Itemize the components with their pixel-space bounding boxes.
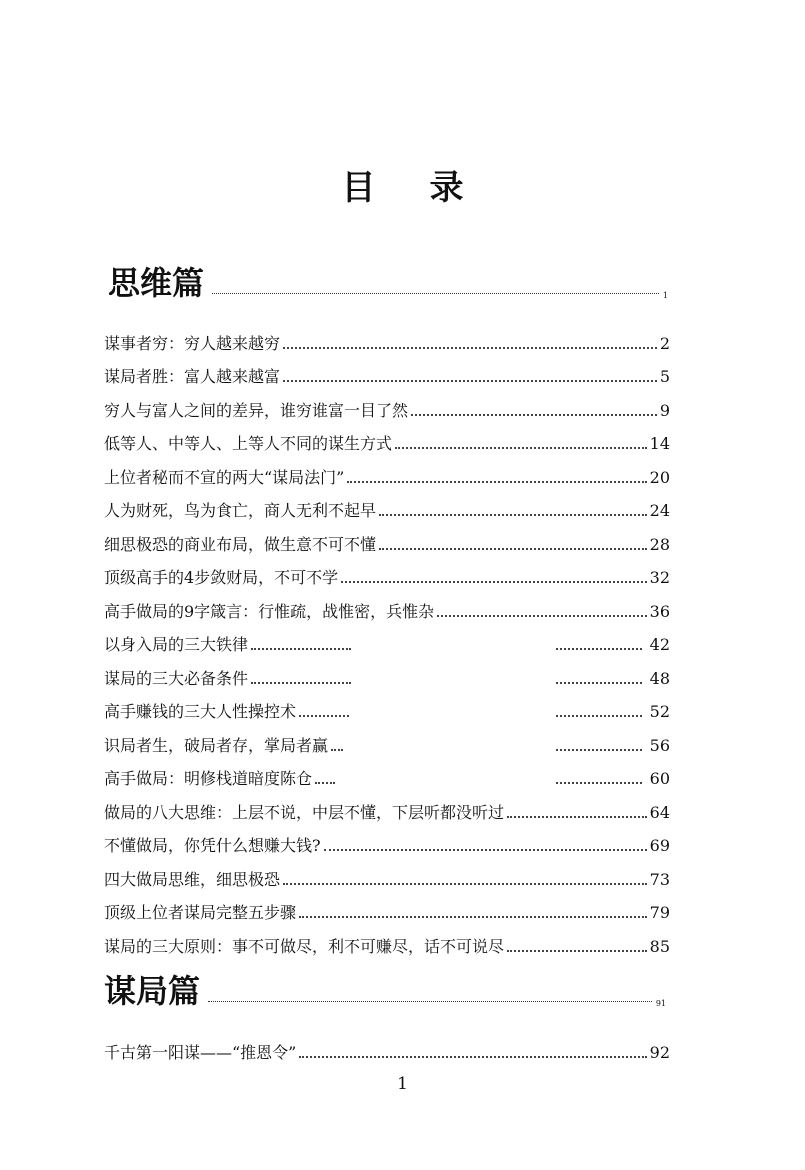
section-heading-thinking[interactable]: [108, 263, 668, 303]
toc-entry-label: 谋事者穷：穷人越来越穷: [104, 333, 281, 353]
toc-entry-label: 上位者秘而不宣的两大“谋局法门”: [104, 467, 345, 487]
dot-leader: [299, 715, 349, 717]
toc-entry-page: 2: [659, 333, 670, 353]
dot-leader: [283, 347, 657, 349]
section-page-number: 1: [662, 291, 668, 300]
toc-entry[interactable]: [104, 623, 670, 657]
toc-entry-label: 千古第一阳谋——“推恩令”: [104, 1042, 297, 1062]
dot-leader: [507, 950, 647, 952]
dot-leader: [556, 749, 642, 751]
dot-leader: [556, 648, 642, 650]
dot-leader: [379, 514, 647, 516]
toc-entry-label: 高手赚钱的三大人性操控术: [104, 702, 297, 721]
toc-entry-page: 48: [649, 668, 670, 688]
toc-entry[interactable]: [104, 857, 670, 891]
toc-entry-label: 低等人、中等人、上等人不同的谋生方式: [104, 434, 393, 453]
dot-leader: [556, 682, 642, 684]
toc-entry-label: 谋局者胜：富人越来越富: [104, 367, 281, 386]
dot-leader: [208, 1000, 652, 1002]
dot-leader: [299, 916, 647, 918]
dot-leader: [556, 782, 642, 784]
toc-entry-label: 细思极恐的商业布局，做生意不可不懂: [104, 534, 377, 554]
toc-entry-page: 36: [649, 601, 670, 621]
title-char-2: 录: [429, 168, 464, 208]
toc-entry-label: 穷人与富人之间的差异，谁穷谁富一目了然: [104, 400, 409, 420]
dot-leader: [556, 715, 642, 717]
toc-entry-page: 92: [649, 1042, 670, 1062]
toc-entry[interactable]: [104, 355, 670, 389]
toc-entry[interactable]: [104, 321, 670, 355]
toc-entry[interactable]: [104, 656, 670, 690]
page-title: [0, 168, 805, 208]
toc-entry-page: 73: [649, 869, 670, 889]
toc-entry[interactable]: [104, 422, 670, 456]
toc-entry-page: 9: [659, 400, 670, 420]
toc-entry[interactable]: [104, 924, 670, 958]
toc-entry-page: 60: [649, 769, 670, 788]
toc-entry[interactable]: [104, 891, 670, 925]
toc-entry-page: 79: [649, 903, 670, 922]
toc-entry-page: 52: [649, 702, 670, 721]
toc-entry-page: 85: [649, 936, 670, 956]
toc-entry-label: 高手做局：明修栈道暗度陈仓: [104, 769, 313, 788]
dot-leader: [411, 414, 657, 416]
toc-entry-label: 四大做局思维，细思极恐: [104, 869, 281, 889]
dot-leader: [347, 481, 646, 483]
toc-entry-label: 谋局的三大必备条件: [104, 668, 249, 688]
dot-leader: [212, 292, 659, 294]
dot-leader: [251, 648, 351, 650]
section-title: 思维篇: [108, 264, 205, 302]
toc-entry[interactable]: [104, 455, 670, 489]
toc-entry-page: 42: [649, 635, 670, 654]
toc-entry-label: 谋局的三大原则：事不可做尽，利不可赚尽，话不可说尽: [104, 936, 505, 956]
toc-entry[interactable]: [104, 824, 670, 858]
toc-entry[interactable]: [104, 1030, 670, 1064]
toc-entry-page: 69: [649, 836, 670, 855]
dot-leader: [299, 1056, 646, 1058]
toc-entry[interactable]: [104, 757, 670, 791]
dot-leader: [395, 447, 647, 449]
toc-entry-page: 20: [649, 467, 670, 487]
toc-entry[interactable]: [104, 388, 670, 422]
dot-leader: [379, 548, 647, 550]
toc-entry-page: 56: [649, 735, 670, 755]
toc-entry-label: 不懂做局，你凭什么想赚大钱?: [104, 836, 321, 855]
toc-entry-page: 32: [649, 568, 670, 587]
page-number: 1: [397, 1074, 408, 1094]
section-page-number: 91: [655, 999, 666, 1008]
toc-entry-page: 24: [649, 501, 670, 520]
dot-leader: [324, 849, 647, 851]
toc-entry-page: 5: [659, 367, 670, 386]
toc-entry-label: 顶级上位者谋局完整五步骤: [104, 903, 297, 922]
toc-entry-label: 做局的八大思维：上层不说，中层不懂，下层听都没听过: [104, 802, 505, 822]
toc-entry-page: 64: [649, 802, 670, 822]
toc-entry[interactable]: [104, 522, 670, 556]
dot-leader: [507, 816, 647, 818]
toc-entry[interactable]: [104, 723, 670, 757]
toc-entry-label: 顶级高手的4步敛财局，不可不学: [104, 568, 339, 587]
dot-leader: [283, 380, 657, 382]
toc-entry-page: 28: [649, 534, 670, 554]
section-heading-strategy[interactable]: [104, 971, 666, 1011]
toc-entry[interactable]: [104, 556, 670, 590]
toc-entry-label: 高手做局的9字箴言：行惟疏，战惟密，兵惟杂: [104, 601, 435, 621]
toc-entry-page: 14: [649, 434, 670, 453]
toc-list-thinking: [104, 321, 670, 958]
section-title: 谋局篇: [104, 972, 201, 1010]
toc-entry-label: 人为财死，鸟为食亡，商人无利不起早: [104, 501, 377, 520]
toc-entry[interactable]: [104, 489, 670, 523]
dot-leader: [251, 682, 351, 684]
title-char-1: 目: [341, 168, 376, 208]
toc-entry-label: 以身入局的三大铁律: [104, 635, 249, 654]
dot-leader: [331, 749, 343, 751]
dot-leader: [283, 883, 647, 885]
toc-list-strategy: [104, 1030, 670, 1064]
toc-entry[interactable]: [104, 589, 670, 623]
toc-entry-label: 识局者生，破局者存，掌局者赢: [104, 735, 329, 755]
dot-leader: [315, 782, 335, 784]
toc-entry[interactable]: [104, 690, 670, 724]
dot-leader: [341, 581, 646, 583]
dot-leader: [437, 615, 646, 617]
toc-entry[interactable]: [104, 790, 670, 824]
